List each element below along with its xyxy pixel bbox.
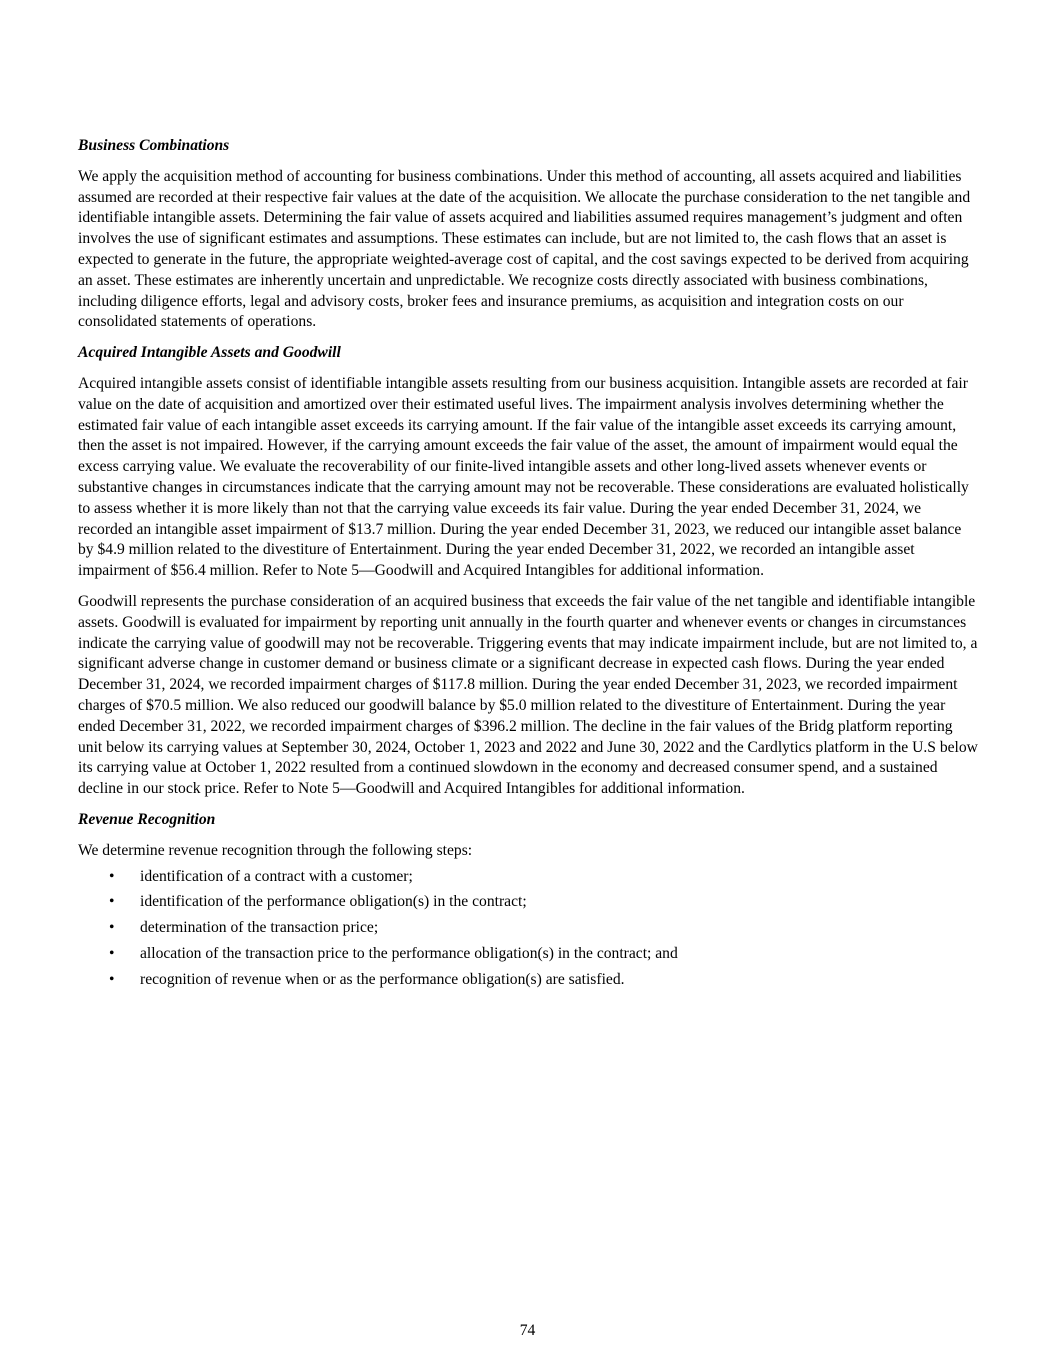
step-text: identification of the performance obligation(s) in the contract; bbox=[140, 893, 527, 911]
list-item bbox=[78, 867, 978, 888]
step-text: allocation of the transaction price to the performance obligation(s) in the contract; and bbox=[140, 944, 678, 962]
bullet-icon: • bbox=[109, 919, 115, 937]
bullet-icon: • bbox=[109, 944, 115, 962]
step-text: recognition of revenue when or as the performance obligation(s) are satisfied. bbox=[140, 970, 625, 988]
document-page bbox=[78, 136, 978, 995]
revenue-recognition-intro: We determine revenue recognition through the following steps: bbox=[78, 841, 473, 859]
intangible-assets-paragraph: Acquired intangible assets consist of identifiable intangible assets resulting from our business acquisition. Intangible assets are recorded at fair value on the date of acquisition and amortized over their estimated useful lives. The impairment analysis involves determining whether the estimated fair value of each intangible asset exceeds its carrying amount. If the fair value of the intangible asset exceeds its carrying amount, then the asset is not impaired. However, if the carrying amount exceeds the fair value of the asset, the amount of impairment would equal the excess carrying value. We evaluate the recoverability of our finite-lived intangible assets and other long-lived assets whenever events or substantive changes in circumstances indicate that the carrying amount may not be recoverable. These considerations are evaluated holistically to assess whether it is more likely than not that the carrying value exceeds its fair value. During the year ended December 31, 2024, we recorded an intangible asset impairment of $13.7 million. During the year ended December 31, 2023, we reduced our intangible asset balance by $4.9 million related to the divestiture of Entertainment. During the year ended December 31, 2022, we recorded an intangible asset impairment of $56.4 million. Refer to Note 5—Goodwill and Acquired Intangibles for additional information. bbox=[78, 374, 969, 580]
list-item bbox=[78, 944, 978, 965]
list-item bbox=[78, 918, 978, 939]
revenue-recognition-steps-list bbox=[78, 867, 978, 991]
bullet-icon: • bbox=[109, 867, 115, 885]
page-number: 74 bbox=[519, 1322, 536, 1339]
business-combinations-paragraph: We apply the acquisition method of accounting for business combinations. Under this method of accounting, all assets acquired and liabilities assumed are recorded at their respective fair values at the date of the acquisition. We allocate the purchase consideration to the net tangible and identifiable intangible assets. Determining the fair value of assets acquired and liabilities assumed requires management’s judgment and often involves the use of significant estimates and assumptions. These estimates can include, but are not limited to, the cash flows that an asset is expected to generate in the future, the appropriate weighted-average cost of capital, and the cost savings expected to be derived from acquiring an asset. These estimates are inherently uncertain and unpredictable. We recognize costs directly associated with business combinations, including diligence efforts, legal and advisory costs, broker fees and insurance premiums, as acquisition and integration costs on our consolidated statements of operations. bbox=[78, 167, 971, 331]
bullet-icon: • bbox=[109, 893, 115, 911]
revenue-recognition-heading: Revenue Recognition bbox=[78, 810, 216, 828]
intangibles-goodwill-heading: Acquired Intangible Assets and Goodwill bbox=[78, 344, 341, 362]
list-item bbox=[78, 970, 978, 991]
step-text: identification of a contract with a customer; bbox=[140, 867, 413, 885]
business-combinations-heading: Business Combinations bbox=[78, 137, 230, 154]
list-item bbox=[78, 892, 978, 913]
step-text: determination of the transaction price; bbox=[140, 919, 379, 937]
bullet-icon: • bbox=[109, 970, 115, 988]
goodwill-paragraph: Goodwill represents the purchase consideration of an acquired business that exceeds the fair value of the net tangible and identifiable intangible assets. Goodwill is evaluated for impairment by reporting unit annually in the fourth quarter and whenever events or changes in circumstances indicate the carrying value of goodwill may not be recoverable. Triggering events that may indicate impairment include, but are not limited to, a significant adverse change in customer demand or business climate or a significant decrease in expected cash flows. During the year ended December 31, 2024, we recorded impairment charges of $117.8 million. During the year ended December 31, 2023, we recorded impairment charges of $70.5 million. We also reduced our goodwill balance by $5.0 million related to the divestiture of Entertainment. During the year ended December 31, 2022, we recorded impairment charges of $396.2 million. The decline in the fair values of the Bridg platform reporting unit below its carrying values at September 30, 2024, October 1, 2023 and 2022 and June 30, 2022 and the Cardlytics platform in the U.S below its carrying value at October 1, 2022 resulted from a continued slowdown in the economy and decreased consumer spend, and a sustained decline in our stock price. Refer to Note 5—Goodwill and Acquired Intangibles for additional information. bbox=[78, 592, 978, 798]
